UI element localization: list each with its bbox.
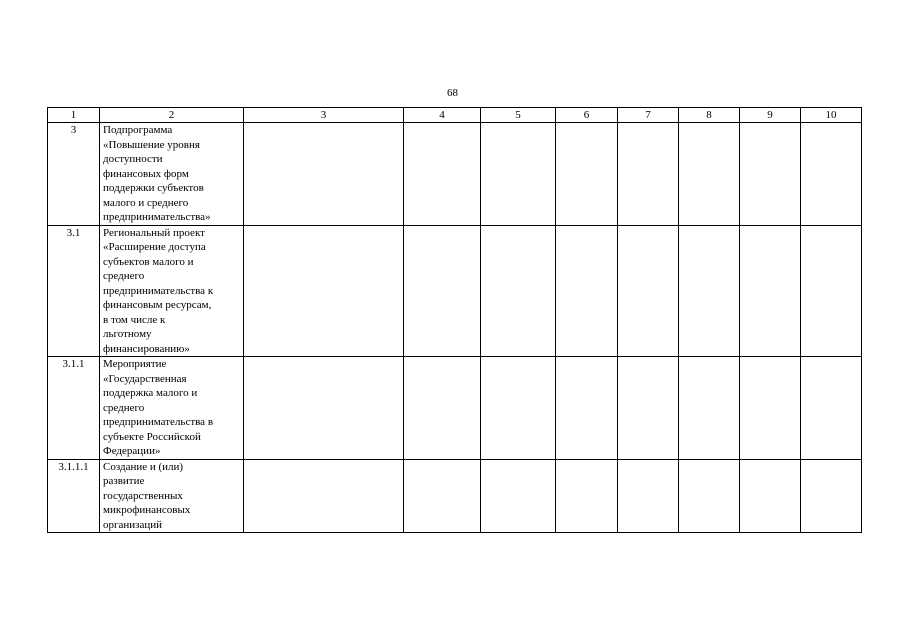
- empty-cell: [679, 459, 740, 533]
- col-header-3: 3: [244, 108, 404, 123]
- col-header-10: 10: [801, 108, 862, 123]
- row-name: Региональный проект «Расширение доступа субъектов малого и среднего предпринимательства к финансовым ресурсам, в том числе к льготному финансированию»: [100, 225, 244, 357]
- col-header-8: 8: [679, 108, 740, 123]
- empty-cell: [556, 357, 618, 460]
- empty-cell: [618, 357, 679, 460]
- col-header-7: 7: [618, 108, 679, 123]
- table-row: [48, 357, 862, 460]
- empty-cell: [556, 225, 618, 357]
- col-header-4: 4: [404, 108, 481, 123]
- empty-cell: [556, 459, 618, 533]
- row-number: 3.1.1.1: [48, 459, 100, 533]
- row-number: 3: [48, 123, 100, 226]
- empty-cell: [801, 357, 862, 460]
- empty-cell: [244, 123, 404, 226]
- empty-cell: [244, 459, 404, 533]
- empty-cell: [481, 357, 556, 460]
- empty-cell: [481, 459, 556, 533]
- table-row: [48, 225, 862, 357]
- empty-cell: [801, 459, 862, 533]
- program-table: [47, 107, 862, 533]
- empty-cell: [556, 123, 618, 226]
- empty-cell: [618, 459, 679, 533]
- table-row: [48, 123, 862, 226]
- row-number: 3.1: [48, 225, 100, 357]
- col-header-2: 2: [100, 108, 244, 123]
- col-header-6: 6: [556, 108, 618, 123]
- row-name: Мероприятие «Государственная поддержка малого и среднего предпринимательства в субъекте Российской Федерации»: [100, 357, 244, 460]
- empty-cell: [404, 225, 481, 357]
- row-name: Подпрограмма «Повышение уровня доступности финансовых форм поддержки субъектов малого и среднего предпринимательства»: [100, 123, 244, 226]
- row-number: 3.1.1: [48, 357, 100, 460]
- empty-cell: [740, 225, 801, 357]
- empty-cell: [740, 123, 801, 226]
- header-row: [48, 108, 862, 123]
- col-header-9: 9: [740, 108, 801, 123]
- empty-cell: [679, 225, 740, 357]
- empty-cell: [618, 123, 679, 226]
- empty-cell: [404, 123, 481, 226]
- empty-cell: [244, 225, 404, 357]
- empty-cell: [740, 357, 801, 460]
- empty-cell: [404, 357, 481, 460]
- empty-cell: [801, 225, 862, 357]
- empty-cell: [679, 357, 740, 460]
- empty-cell: [481, 123, 556, 226]
- empty-cell: [618, 225, 679, 357]
- empty-cell: [404, 459, 481, 533]
- row-name: Создание и (или) развитие государственных микрофинансовых организаций: [100, 459, 244, 533]
- page-number: 68: [447, 87, 458, 99]
- empty-cell: [481, 225, 556, 357]
- table-row: [48, 459, 862, 533]
- col-header-1: 1: [48, 108, 100, 123]
- empty-cell: [679, 123, 740, 226]
- empty-cell: [801, 123, 862, 226]
- empty-cell: [244, 357, 404, 460]
- empty-cell: [740, 459, 801, 533]
- col-header-5: 5: [481, 108, 556, 123]
